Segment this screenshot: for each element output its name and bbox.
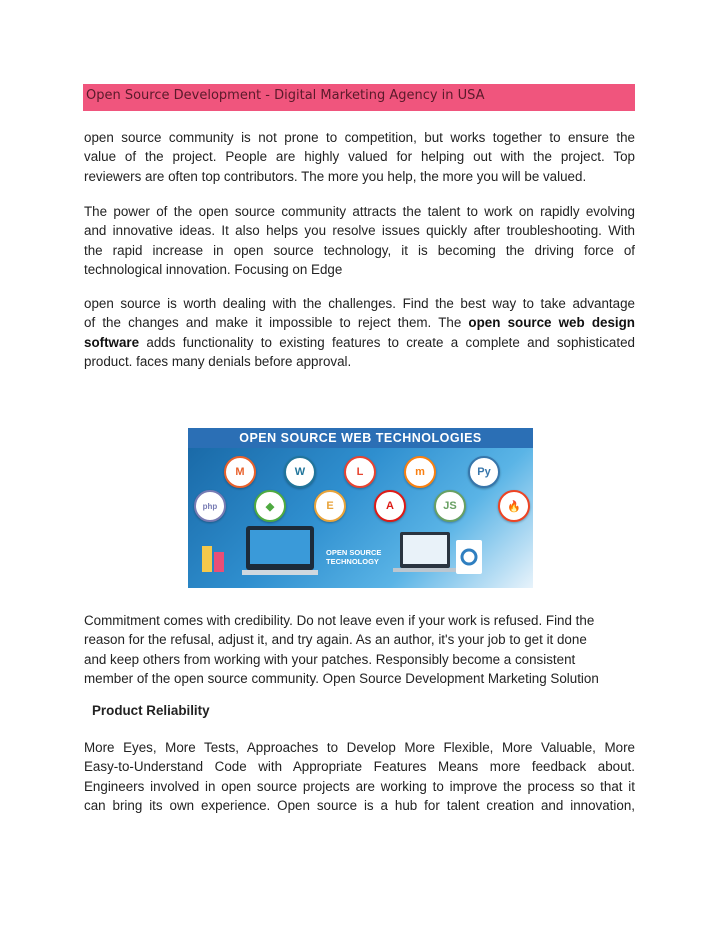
- text-line: product. faces many denials before approval.: [84, 353, 352, 369]
- text-line: and keep others from working with your patches. Responsibly become a consistent: [84, 651, 576, 667]
- text-line: reason for the refusal, adjust it, and try again. As an author, it's your job to get it done: [84, 632, 587, 648]
- paragraph-1: [84, 128, 635, 186]
- text-line: [84, 333, 635, 352]
- tablet-icon: [456, 540, 482, 574]
- keyboard-icon: [242, 570, 318, 575]
- text-segment: of the changes and make it impossible to reject them. The: [84, 315, 469, 331]
- magento-icon: M: [224, 456, 256, 488]
- text-line: can bring its own experience. Open source is a hub for talent creation and innovation,: [84, 797, 635, 813]
- center-label: [326, 548, 381, 566]
- text-line: [84, 313, 635, 332]
- bold-link-text[interactable]: software: [84, 334, 140, 350]
- figure-illustration: [188, 448, 533, 588]
- text-line: open source community is not prone to competition, but works together to ensure the: [84, 130, 635, 145]
- text-line: and innovative ideas. It also helps you resolve issues quickly after troubleshooting. With: [84, 223, 635, 239]
- moodle-icon: m: [404, 456, 436, 488]
- text-line: Easy-to-Understand Code with Appropriate Features Means more feedback about.: [84, 759, 635, 775]
- text-line: member of the open source community. Open Source Development Marketing Solution: [84, 670, 599, 686]
- angular-icon: A: [374, 490, 406, 522]
- text-line: More Eyes, More Tests, Approaches to Develop More Flexible, More Valuable, More: [84, 740, 635, 755]
- bold-link-text[interactable]: open source web design: [468, 315, 635, 331]
- devices-illustration: [188, 448, 533, 588]
- expressionengine-icon: E: [314, 490, 346, 522]
- text-line: open source is worth dealing with the challenges. Find the best way to take advantage: [84, 296, 635, 311]
- center-label-line: TECHNOLOGY: [326, 557, 379, 566]
- text-line: the rapid increase in open source technology, it is becoming the driving force of: [84, 242, 635, 258]
- notes-icon: [202, 546, 212, 572]
- python-icon: Py: [468, 456, 500, 488]
- paragraph-4: [84, 611, 635, 688]
- text-segment: adds functionality to existing features to create a complete and sophisticated: [139, 334, 635, 350]
- figure-title: OPEN SOURCE WEB TECHNOLOGIES: [188, 428, 533, 448]
- text-line: Commitment comes with credibility. Do not leave even if your work is refused. Find the: [84, 613, 595, 628]
- text-line: reviewers are often top contributors. The more you help, the more you will be valued.: [84, 168, 587, 184]
- text-line: value of the project. People are highly valued for helping out with the project. Top: [84, 149, 635, 165]
- mongodb-icon: ◆: [254, 490, 286, 522]
- wordpress-icon: W: [284, 456, 316, 488]
- text-line: technological innovation. Focusing on Edge: [84, 261, 343, 277]
- nodejs-icon: JS: [434, 490, 466, 522]
- section-heading: Product Reliability: [92, 703, 210, 718]
- paragraph-5: [84, 738, 635, 815]
- text-line: Engineers involved in open source projects are working to improve the process so that it: [84, 778, 635, 794]
- center-label-line: OPEN SOURCE: [326, 548, 382, 557]
- banner-title: Open Source Development - Digital Marketing Agency in USA: [86, 88, 485, 103]
- text-line: The power of the open source community attracts the talent to work on rapidly evolving: [84, 204, 635, 219]
- title-banner: [83, 84, 635, 111]
- paragraph-2: [84, 202, 635, 279]
- laravel-icon: L: [344, 456, 376, 488]
- php-icon: php: [194, 490, 226, 522]
- paragraph-3: [84, 294, 635, 371]
- codeigniter-icon: 🔥: [498, 490, 530, 522]
- monitor-screen: [250, 530, 310, 564]
- open-source-technologies-image: [188, 428, 533, 588]
